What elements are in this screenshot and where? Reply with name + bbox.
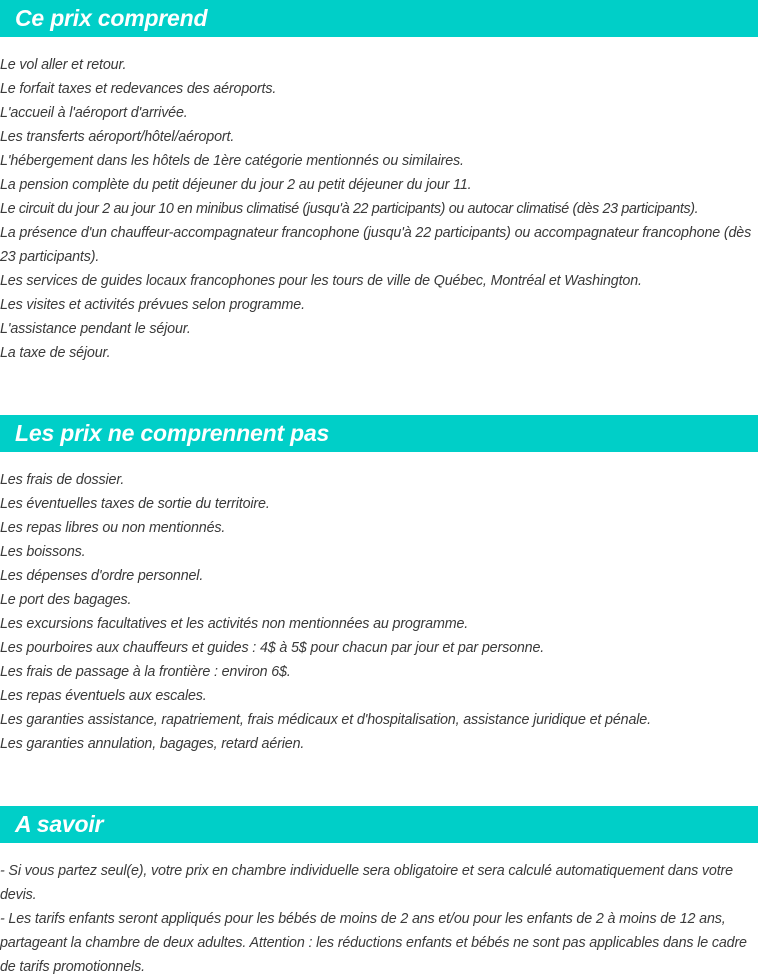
list-item: Les garanties annulation, bagages, retard aérien. (0, 736, 305, 752)
list-item: L'assistance pendant le séjour. (0, 321, 191, 337)
list-item: L'hébergement dans les hôtels de 1ère catégorie mentionnés ou similaires. (0, 153, 464, 169)
list-item: - Si vous partez seul(e), votre prix en chambre individuelle sera obligatoire et sera calculé automatiquement dans votre devis. (0, 863, 733, 903)
list-item: Le vol aller et retour. (0, 57, 127, 73)
list-item: Le forfait taxes et redevances des aéroports. (0, 81, 277, 97)
list-item: Les dépenses d'ordre personnel. (0, 568, 204, 584)
list-item: Les frais de dossier. (0, 472, 125, 488)
list-item: Les visites et activités prévues selon programme. (0, 297, 305, 313)
good-to-know-list (0, 859, 758, 979)
list-item: L'accueil à l'aéroport d'arrivée. (0, 105, 188, 121)
price-includes-list (0, 53, 758, 365)
list-item: Les repas libres ou non mentionnés. (0, 520, 226, 536)
list-item: Les transferts aéroport/hôtel/aéroport. (0, 129, 235, 145)
section-title-price-includes: Ce prix comprend (0, 0, 758, 37)
price-excludes-list (0, 468, 758, 756)
section-title-good-to-know: A savoir (0, 806, 758, 843)
section-title-price-excludes: Les prix ne comprennent pas (0, 415, 758, 452)
list-item: Les pourboires aux chauffeurs et guides : 4$ à 5$ pour chacun par jour et par personne. (0, 640, 545, 656)
list-item: Les repas éventuels aux escales. (0, 688, 207, 704)
list-item: La pension complète du petit déjeuner du jour 2 au petit déjeuner du jour 11. (0, 177, 472, 193)
list-item: Les frais de passage à la frontière : environ 6$. (0, 664, 291, 680)
list-item: Les boissons. (0, 544, 86, 560)
list-item: La taxe de séjour. (0, 345, 111, 361)
list-item: Les excursions facultatives et les activités non mentionnées au programme. (0, 616, 469, 632)
list-item: Les éventuelles taxes de sortie du territoire. (0, 496, 270, 512)
list-item: Les garanties assistance, rapatriement, frais médicaux et d'hospitalisation, assistance juridique et pénale. (0, 712, 651, 728)
list-item: - Les tarifs enfants seront appliqués pour les bébés de moins de 2 ans et/ou pour les enfants de 2 à moins de 12 ans, partageant la chambre de deux adultes. Attention : les réductions enfants et bébés ne sont pas applicables dans le cadre de tarifs promotionnels. (0, 911, 747, 975)
list-item: Le circuit du jour 2 au jour 10 en minibus climatisé (jusqu'à 22 participants) ou autocar climatisé (dès 23 participants). (0, 201, 699, 217)
list-item: Les services de guides locaux francophones pour les tours de ville de Québec, Montréal et Washington. (0, 273, 642, 289)
list-item: Le port des bagages. (0, 592, 132, 608)
list-item: La présence d'un chauffeur-accompagnateur francophone (jusqu'à 22 participants) ou accompagnateur francophone (dès 23 participants). (0, 225, 752, 265)
